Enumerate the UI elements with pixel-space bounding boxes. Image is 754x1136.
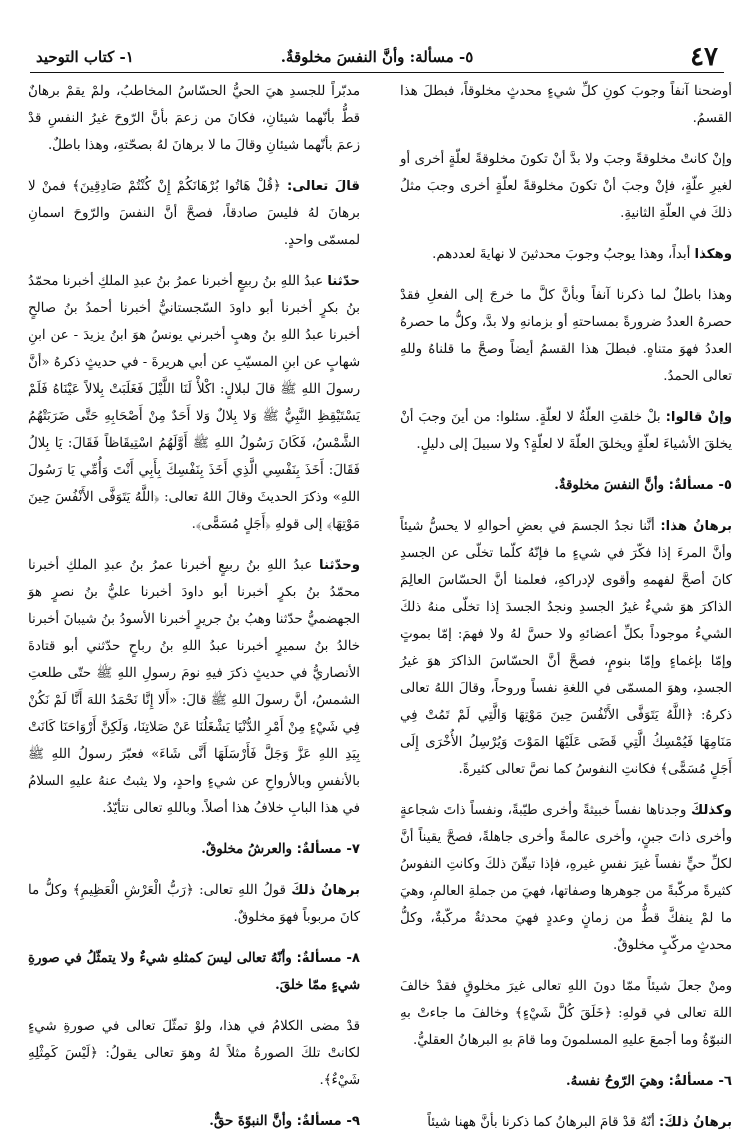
paragraph-text: أنّهُ قدْ قامَ البرهانُ كما ذكرنا بأنَّ ههنا شيئاً bbox=[427, 1115, 660, 1130]
paragraph bbox=[400, 241, 732, 268]
paragraph-lead: برهانُ ذلكَ bbox=[291, 883, 360, 898]
paragraph bbox=[400, 513, 732, 783]
issue-number: ٥- مسألةٌ: bbox=[668, 478, 732, 493]
paragraph-text: مدبّراً للجسدِ هيَ الحيُّ الحسّاسُ المخاطبُ، ولمْ يقمْ برهانٌ قطُّ بأنّهما شيئانِ، فكانَ من زعمَ بأنَّ الرّوحَ غيرُ النفسِ قدْ زعمَ بأنّهما شيئانِ وقالَ ما لا برهانَ لهُ بصحّتهِ، وهذا باطلٌ. bbox=[28, 84, 360, 153]
issue-number: ٩- مسألةٌ: bbox=[296, 1114, 360, 1129]
left-column bbox=[28, 78, 361, 1129]
paragraph-text: قولُ اللهِ تعالى: ﴿رَبُّ الْعَرْشِ الْعَظِيمِ﴾ وكلُّ ما كانَ مربوباً فهوَ مخلوقٌ. bbox=[28, 883, 360, 925]
issue-heading bbox=[28, 1108, 360, 1135]
page-header bbox=[30, 38, 724, 74]
paragraph bbox=[28, 1013, 360, 1094]
paragraph-text: وهيَ الرّوحُ نفسهُ. bbox=[566, 1074, 669, 1089]
paragraph bbox=[28, 173, 360, 254]
paragraph bbox=[28, 552, 360, 822]
paragraph-text: أوضحنا آنفاً وجوبَ كونِ كلِّ شيءٍ محدثٍ مخلوقاً، فبطلَ هذا القسمُ. bbox=[400, 84, 732, 126]
paragraph-text: ومنْ جعلَ شيئاً ممّا دونَ اللهِ تعالى غيرَ مخلوقٍ فقدْ خالفَ اللهَ تعالى في قولهِ: ﴿خَلَقَ كُلَّ شَيْءٍ﴾ وخالفَ ما جاءتْ بهِ النبوّةُ وما أجمعَ عليهِ المسلمونَ وما قامَ بهِ البرهانُ العقليُّ. bbox=[400, 979, 732, 1048]
paragraph bbox=[400, 146, 732, 227]
paragraph-lead: برهانُ هذا: bbox=[660, 519, 733, 534]
issue-number: ٦- مسألةٌ: bbox=[668, 1074, 732, 1089]
page-number: ٤٧ bbox=[690, 42, 718, 72]
paragraph-lead: وهكذا bbox=[694, 247, 732, 262]
paragraph bbox=[400, 282, 732, 390]
paragraph-text: وهذا باطلٌ لما ذكرنا آنفاً وبأنَّ كلَّ ما خرجَ إلى الفعلِ فقدْ حصرهُ العددُ ضرورةً بمساحتهِ أو بزمانهِ ولا بدَّ، وكلُّ ما حصرهُ العددُ فهوَ متناهٍ. فبطلَ هذا القسمُ أيضاً وصحَّ ما قلناهُ وللهِ تعالى الحمدُ. bbox=[400, 288, 732, 384]
paragraph bbox=[400, 1109, 732, 1136]
paragraph-text: وأنَّ النبوّةَ حقٌّ. bbox=[209, 1114, 297, 1129]
paragraph-text: أنَّنا نجدُ الجسمَ في بعضِ أحوالهِ لا يحسُّ شيئاً وأنَّ المرءَ إذا فكّرَ في شيءٍ ما فإنّهُ كلّما تخلّى عن الجسدِ كانَ أصحَّ لفهمهِ وأقوى لإدراكهِ، فعلمنا أنَّ الحسّاسَ العالِمَ الذاكرَ هوَ شيءٌ غيرُ الجسدِ ونجدُ الجسدَ إذا تخلّى منهُ ذلكَ الشيءُ موجوداً بكلِّ أعضائهِ ولا حسَّ لهُ ولا فهمَ: إمّا بموتٍ وإمّا بإغماءٍ وإمّا بنومٍ، فصحَّ أنَّ الحسّاسَ الذاكرَ هوَ غيرُ الجسدِ، وهوَ المسمّى في اللغةِ نفساً وروحاً، وقالَ اللهُ تعالى ذكرهُ: ﴿اللَّهُ يَتَوَفَّى الأَنْفُسَ حِينَ مَوْتِهَا وَالَّتِي لَمْ تَمُتْ فِي مَنَامِهَا فَيُمْسِكُ الَّتِي قَضَى عَلَيْهَا المَوْتَ وَيُرْسِلُ الأُخْرَى إِلَى أَجَلٍ مُسَمًّى﴾ فكانتِ النفوسُ كما نصَّ تعالى كثيرةً. bbox=[400, 519, 732, 777]
paragraph-text: وإنْ كانتْ مخلوقةً وجبَ ولا بدَّ أنْ تكونَ مخلوقةً لعلّةٍ أخرى أو لغيرِ علّةٍ، فإنْ وجبَ أنْ تكونَ مخلوقةً لعلّةٍ أخرى وجبَ مثلُ ذلكَ في العلّةِ الثانيةِ. bbox=[400, 152, 732, 221]
paragraph-lead: وكذلكَ bbox=[690, 803, 732, 818]
paragraph bbox=[400, 973, 732, 1054]
paragraph bbox=[400, 78, 732, 132]
paragraph-text: وأنَّ النفسَ مخلوقةٌ. bbox=[554, 478, 669, 493]
issue-heading bbox=[400, 1068, 732, 1095]
issue-number: ٨- مسألةٌ: bbox=[296, 951, 361, 966]
paragraph-text: عبدُ اللهِ بنُ ربيعٍ أخبرنا عمرُ بنُ عبدِ الملكِ أخبرنا محمّدُ بنُ بكرٍ أخبرنا أبو داودَ السّجستانيُّ أخبرنا أحمدُ بنُ صالحٍ أخبرنا عبدُ اللهِ بنُ وهبٍ أخبرني يونسُ هوَ ابنُ يزيدَ - عن ابنِ شهابٍ عن ابنِ المسيّبِ عن أبي هريرةَ - في حديثٍ ذكرهُ «أنَّ رسولَ اللهِ ﷺ قالَ لبلالٍ: اكْلأْ لَنَا اللَّيْلَ فَغَلَبَتْ بِلالاً عَيْنَاهُ فَلَمْ يَسْتَيْقِظِ النَّبِيُّ ﷺ وَلا بِلالٌ وَلا أَحَدٌ مِنْ أَصْحَابِهِ حَتَّى ضَرَبَتْهُمُ الشَّمْسُ، فَكَانَ رَسُولُ اللهِ ﷺ أَوَّلَهُمُ اسْتِيقَاظاً فَقَالَ: يَا بِلالُ فَقَالَ: أَخَذَ بِنَفْسِي الَّذِي أَخَذَ بِنَفْسِكَ بِأَبِي أَنْتَ وَأُمِّي يَا رَسُولَ اللهِ» وذكرَ الحديثَ وقالَ اللهُ تعالى: ﴿اللَّهُ يَتَوَفَّى الأَنْفُسَ حِينَ مَوْتِهَا﴾ إلى قولهِ ﴿أَجَلٍ مُسَمًّى﴾. bbox=[28, 274, 360, 532]
paragraph-text: عبدُ اللهِ بنُ ربيعٍ أخبرنا عمرُ بنُ عبدِ الملكِ أخبرنا محمّدُ بنُ بكرٍ أخبرنا أبو داودَ أخبرنا عليُّ بنُ نصرٍ هوَ الجهضميُّ حدّثنا وهبُ بنُ جريرٍ أخبرنا الأسودُ بنُ شيبانَ أخبرنا خالدُ بنُ سميرٍ أخبرنا عبدُ اللهِ بنُ رباحٍ حدّثني أبو قتادةَ الأنصاريُّ في حديثٍ ذكرَ فيهِ نومَ رسولِ اللهِ ﷺ حتّى طلعتِ الشمسُ، أنَّ رسولَ اللهِ ﷺ قالَ: «أَلا إِنَّا نَحْمَدُ اللهَ أَنَّا لَمْ نَكُنْ فِي شَيْءٍ مِنْ أَمْرِ الدُّنْيَا يَشْغَلُنَا عَنْ صَلاتِنَا، وَلَكِنَّ أَرْوَاحَنَا كَانَتْ بِيَدِ اللهِ عَزَّ وَجَلَّ فَأَرْسَلَهَا أَنَّى شَاءَ» فعبّرَ رسولُ اللهِ ﷺ بالأنفسِ وبالأرواحِ عن شيءٍ واحدٍ، ولا يثبتُ عنهُ عليهِ السلامُ في هذا البابِ خلافُ هذا أصلاً. وباللهِ تعالى نتأيّدُ. bbox=[28, 558, 360, 816]
paragraph-lead: وإنْ قالوا: bbox=[665, 410, 732, 425]
paragraph-lead: وحدّثنا bbox=[319, 558, 360, 573]
paragraph-text: ﴿قُلْ هَاتُوا بُرْهَانَكُمْ إِنْ كُنْتُمْ صَادِقِينَ﴾ فمنْ لا برهانَ لهُ فليسَ صادقاً، فصحَّ أنَّ النفسَ والرّوحَ اسمانِ لمسمّى واحدٍ. bbox=[28, 179, 360, 248]
paragraph bbox=[400, 404, 732, 458]
right-column bbox=[400, 78, 733, 1130]
paragraph-text: والعرشُ مخلوقٌ. bbox=[201, 842, 297, 857]
paragraph-lead: قالَ تعالى: bbox=[286, 179, 361, 194]
paragraph-text: أبداً، وهذا يوجبُ وجوبَ محدثينَ لا نهايةَ لعددهم. bbox=[432, 247, 695, 262]
section-running-title: ٥- مسألة: وأنَّ النفسَ مخلوقةٌ. bbox=[280, 48, 474, 66]
book-running-title: ١- كتاب التوحيد bbox=[36, 48, 134, 66]
paragraph-text: بلْ خلقتِ العلّةُ لا لعلّةٍ. سئلوا: من أينَ وجبَ أنْ يخلقَ الأشياءَ لعلّةٍ ويخلقَ العلّةَ لا لعلّةٍ؟ ولا سبيلَ إلى دليلٍ. bbox=[400, 410, 732, 452]
header-rule bbox=[30, 72, 724, 73]
issue-heading bbox=[28, 945, 360, 999]
issue-number: ٧- مسألةٌ: bbox=[296, 842, 360, 857]
paragraph-text: قدْ مضى الكلامُ في هذا، ولوْ تمثّلَ تعالى في صورةِ شيءٍ لكانتْ تلكَ الصورةُ مثلاً لهُ وهوَ تعالى يقولُ: ﴿لَيْسَ كَمِثْلِهِ شَيْءٌ﴾. bbox=[28, 1019, 360, 1088]
paragraph bbox=[28, 78, 360, 159]
paragraph-text: وأنّهُ تعالى ليسَ كمثلهِ شيءٌ ولا يتمثّلُ في صورةِ شيءٍ ممّا خلقَ. bbox=[28, 951, 360, 993]
paragraph-text: وجدناها نفساً خبيثةً وأخرى طيّبةً، ونفساً ذاتَ شجاعةٍ وأخرى ذاتَ جبنٍ، وأخرى عالمةً وأخرى جاهلةً، فصحَّ يقيناً أنَّ لكلِّ حيٍّ نفساً غيرَ نفسِ غيرهِ، فإذا تيقّنَ ذلكَ وكانتِ النفوسُ كثيرةً مركّبةً من جوهرها وصفاتها، فهيَ من جملةِ العالمِ، وهيَ ما لمْ ينفكَّ قطُّ من زمانٍ وعددٍ فهيَ محدثةٌ مركّبةٌ، وكلُّ محدثٍ مركّبٍ مخلوقٌ. bbox=[400, 803, 732, 953]
issue-heading bbox=[400, 472, 732, 499]
paragraph bbox=[400, 797, 732, 959]
paragraph bbox=[28, 268, 360, 538]
paragraph-lead: برهانُ ذلكَ: bbox=[659, 1115, 732, 1130]
paragraph-lead: حدّثنا bbox=[327, 274, 360, 289]
issue-heading bbox=[28, 836, 360, 863]
paragraph bbox=[28, 877, 360, 931]
